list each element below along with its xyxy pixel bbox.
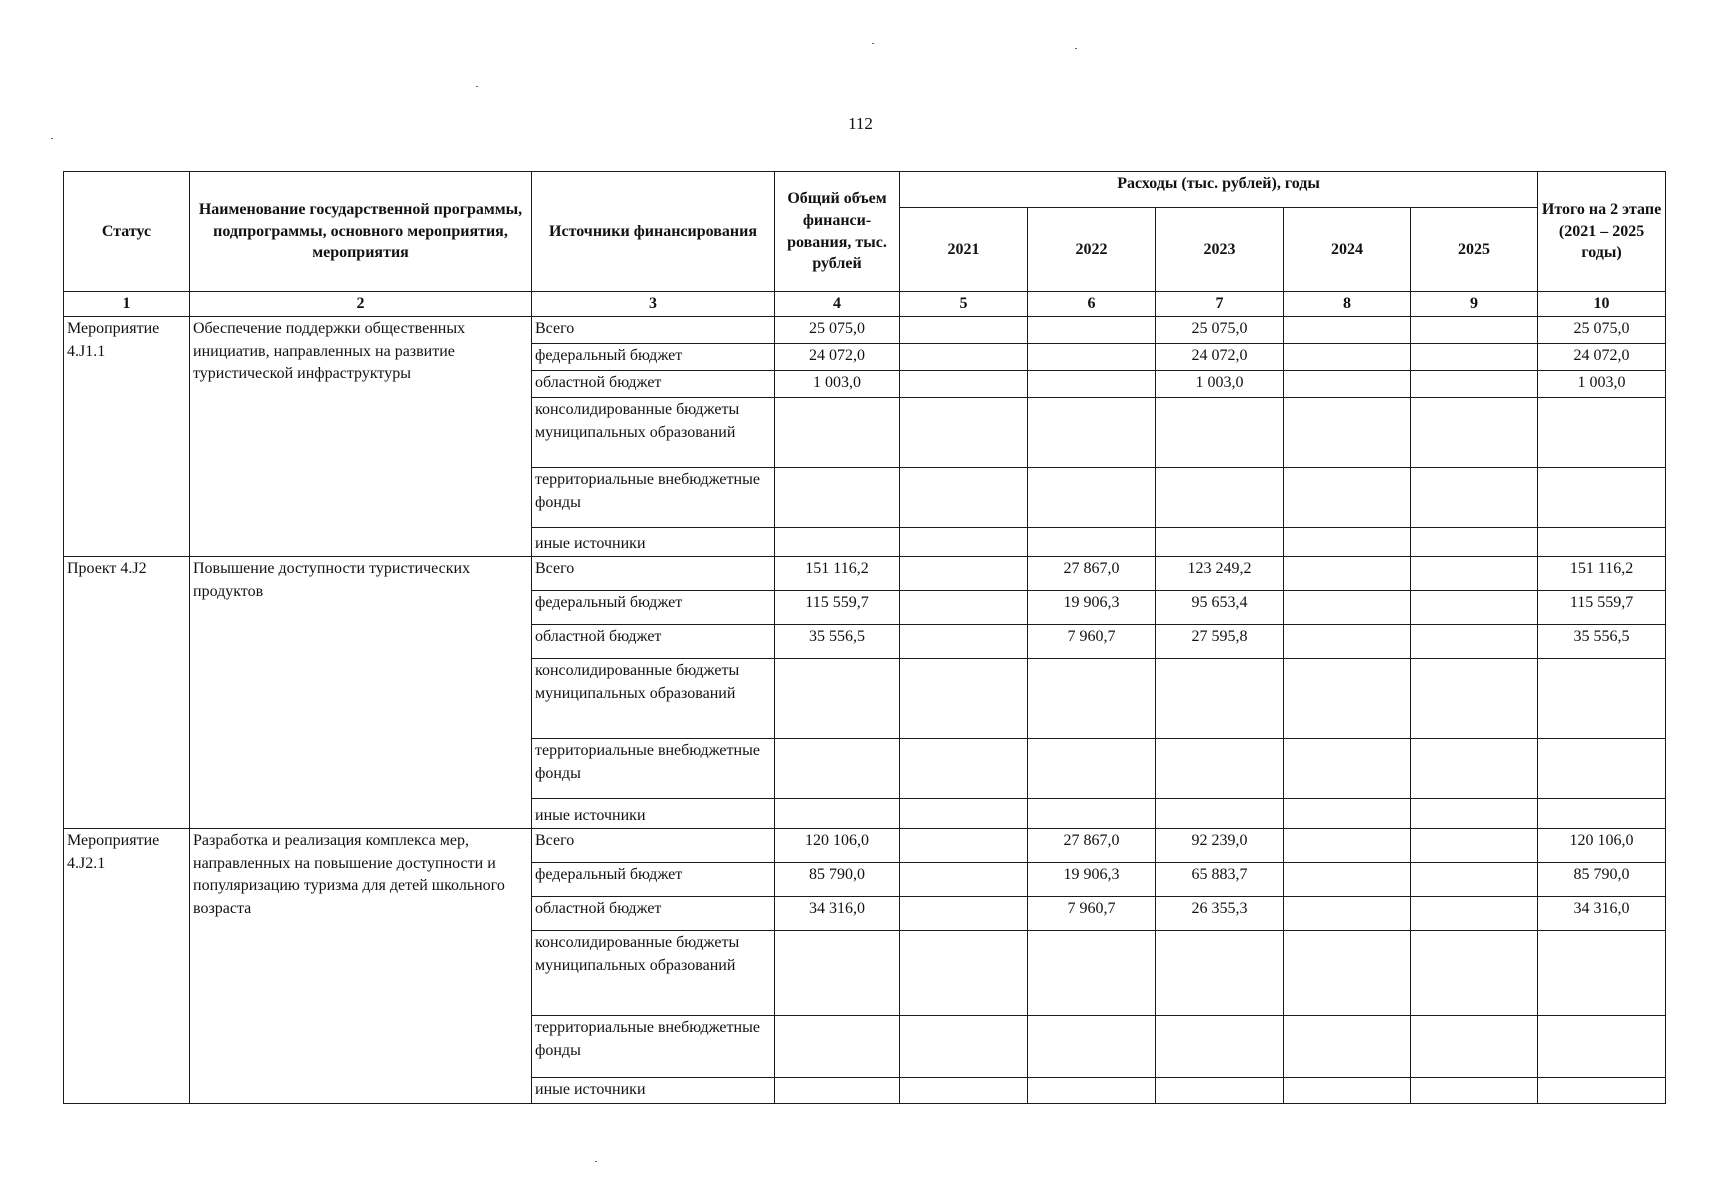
year-cell: 27 867,0	[1028, 829, 1156, 863]
stage-total-cell: 25 075,0	[1538, 317, 1666, 344]
year-cell	[1028, 371, 1156, 398]
column-number: 1	[64, 292, 190, 317]
year-cell: 24 072,0	[1156, 344, 1284, 371]
year-cell: 19 906,3	[1028, 863, 1156, 897]
source-label: областной бюджет	[532, 371, 775, 398]
table-row	[64, 557, 1666, 591]
year-cell: 1 003,0	[1156, 371, 1284, 398]
year-cell	[1028, 344, 1156, 371]
stage-total-cell: 34 316,0	[1538, 897, 1666, 931]
source-label: территориальные внебюджетные фонды	[532, 739, 775, 799]
column-number: 4	[775, 292, 900, 317]
source-label: территориальные внебюджетные фонды	[532, 468, 775, 528]
year-cell	[1411, 371, 1538, 398]
source-label: территориальные внебюджетные фонды	[532, 1016, 775, 1078]
year-cell	[900, 344, 1028, 371]
budget-table	[63, 171, 1666, 1104]
column-number: 5	[900, 292, 1028, 317]
scan-speck	[1075, 48, 1077, 49]
total-cell: 34 316,0	[775, 897, 900, 931]
year-cell: 26 355,3	[1156, 897, 1284, 931]
source-label: областной бюджет	[532, 897, 775, 931]
total-cell: 120 106,0	[775, 829, 900, 863]
year-cell	[1284, 863, 1411, 897]
year-cell	[1284, 557, 1411, 591]
stage-total-cell: 35 556,5	[1538, 625, 1666, 659]
header-year: 2024	[1284, 208, 1411, 292]
program-name-cell: Повышение доступности туристических продуктов	[190, 557, 532, 829]
year-cell	[1284, 625, 1411, 659]
stage-total-cell: 1 003,0	[1538, 371, 1666, 398]
year-cell	[1284, 317, 1411, 344]
year-cell	[900, 897, 1028, 931]
header-status: Статус	[64, 172, 190, 292]
year-cell	[1284, 371, 1411, 398]
header-year: 2021	[900, 208, 1028, 292]
source-label: Всего	[532, 829, 775, 863]
year-cell: 27 595,8	[1156, 625, 1284, 659]
header-total: Общий объем финанси-рования, тыс. рублей	[775, 172, 900, 292]
scan-speck	[476, 86, 478, 87]
year-cell	[1284, 344, 1411, 371]
scan-speck	[595, 1161, 597, 1162]
source-label: Всего	[532, 557, 775, 591]
total-cell: 85 790,0	[775, 863, 900, 897]
header-stage-total: Итого на 2 этапе (2021 – 2025 годы)	[1538, 172, 1666, 292]
source-label: Всего	[532, 317, 775, 344]
year-cell	[900, 371, 1028, 398]
year-cell	[1411, 829, 1538, 863]
stage-total-cell: 151 116,2	[1538, 557, 1666, 591]
header-year: 2022	[1028, 208, 1156, 292]
header-row	[64, 172, 1666, 208]
year-cell	[900, 317, 1028, 344]
year-cell	[1411, 625, 1538, 659]
year-cell	[1411, 897, 1538, 931]
year-cell	[1284, 897, 1411, 931]
year-cell: 95 653,4	[1156, 591, 1284, 625]
column-number: 10	[1538, 292, 1666, 317]
year-cell: 19 906,3	[1028, 591, 1156, 625]
column-number: 2	[190, 292, 532, 317]
status-cell: Мероприятие 4.J2.1	[64, 829, 190, 1103]
year-cell	[1284, 591, 1411, 625]
header-expenses-group: Расходы (тыс. рублей), годы	[900, 172, 1538, 208]
year-cell	[1411, 317, 1538, 344]
year-cell	[900, 863, 1028, 897]
year-cell	[1284, 829, 1411, 863]
header-year: 2023	[1156, 208, 1284, 292]
year-cell: 7 960,7	[1028, 897, 1156, 931]
year-cell	[1411, 591, 1538, 625]
year-cell: 65 883,7	[1156, 863, 1284, 897]
column-number: 8	[1284, 292, 1411, 317]
stage-total-cell: 85 790,0	[1538, 863, 1666, 897]
header-sources: Источники финансирования	[532, 172, 775, 292]
source-label: иные источники	[532, 528, 775, 557]
year-cell	[900, 557, 1028, 591]
source-label: иные источники	[532, 799, 775, 829]
source-label: консолидированные бюджеты муниципальных образований	[532, 931, 775, 1016]
year-cell: 7 960,7	[1028, 625, 1156, 659]
header-year: 2025	[1411, 208, 1538, 292]
total-cell: 35 556,5	[775, 625, 900, 659]
year-cell	[1028, 317, 1156, 344]
status-cell: Мероприятие 4.J1.1	[64, 317, 190, 557]
scan-speck	[51, 138, 53, 139]
source-label: областной бюджет	[532, 625, 775, 659]
total-cell: 24 072,0	[775, 344, 900, 371]
status-cell: Проект 4.J2	[64, 557, 190, 829]
year-cell	[900, 591, 1028, 625]
total-cell: 151 116,2	[775, 557, 900, 591]
year-cell: 123 249,2	[1156, 557, 1284, 591]
program-name-cell: Разработка и реализация комплекса мер, направленных на повышение доступности и популяризацию туризма для детей школьного возраста	[190, 829, 532, 1103]
table-row	[64, 317, 1666, 344]
source-label: федеральный бюджет	[532, 591, 775, 625]
year-cell	[1411, 863, 1538, 897]
year-cell	[900, 829, 1028, 863]
table-row	[64, 829, 1666, 863]
year-cell: 92 239,0	[1156, 829, 1284, 863]
source-label: федеральный бюджет	[532, 863, 775, 897]
source-label: иные источники	[532, 1078, 775, 1103]
source-label: федеральный бюджет	[532, 344, 775, 371]
stage-total-cell: 120 106,0	[1538, 829, 1666, 863]
source-label: консолидированные бюджеты муниципальных образований	[532, 398, 775, 468]
column-numbers-row	[64, 292, 1666, 317]
scan-speck	[872, 43, 874, 44]
column-number: 7	[1156, 292, 1284, 317]
column-number: 6	[1028, 292, 1156, 317]
source-label: консолидированные бюджеты муниципальных образований	[532, 659, 775, 739]
column-number: 3	[532, 292, 775, 317]
page-number: 112	[848, 114, 873, 133]
column-number: 9	[1411, 292, 1538, 317]
total-cell: 115 559,7	[775, 591, 900, 625]
year-cell: 27 867,0	[1028, 557, 1156, 591]
header-name: Наименование государственной программы, подпрограммы, основного мероприятия, мероприятия	[190, 172, 532, 292]
stage-total-cell: 115 559,7	[1538, 591, 1666, 625]
year-cell	[900, 625, 1028, 659]
year-cell	[1411, 344, 1538, 371]
program-name-cell: Обеспечение поддержки общественных инициатив, направленных на развитие туристической инфраструктуры	[190, 317, 532, 557]
year-cell: 25 075,0	[1156, 317, 1284, 344]
total-cell: 25 075,0	[775, 317, 900, 344]
year-cell	[1411, 557, 1538, 591]
stage-total-cell: 24 072,0	[1538, 344, 1666, 371]
total-cell: 1 003,0	[775, 371, 900, 398]
